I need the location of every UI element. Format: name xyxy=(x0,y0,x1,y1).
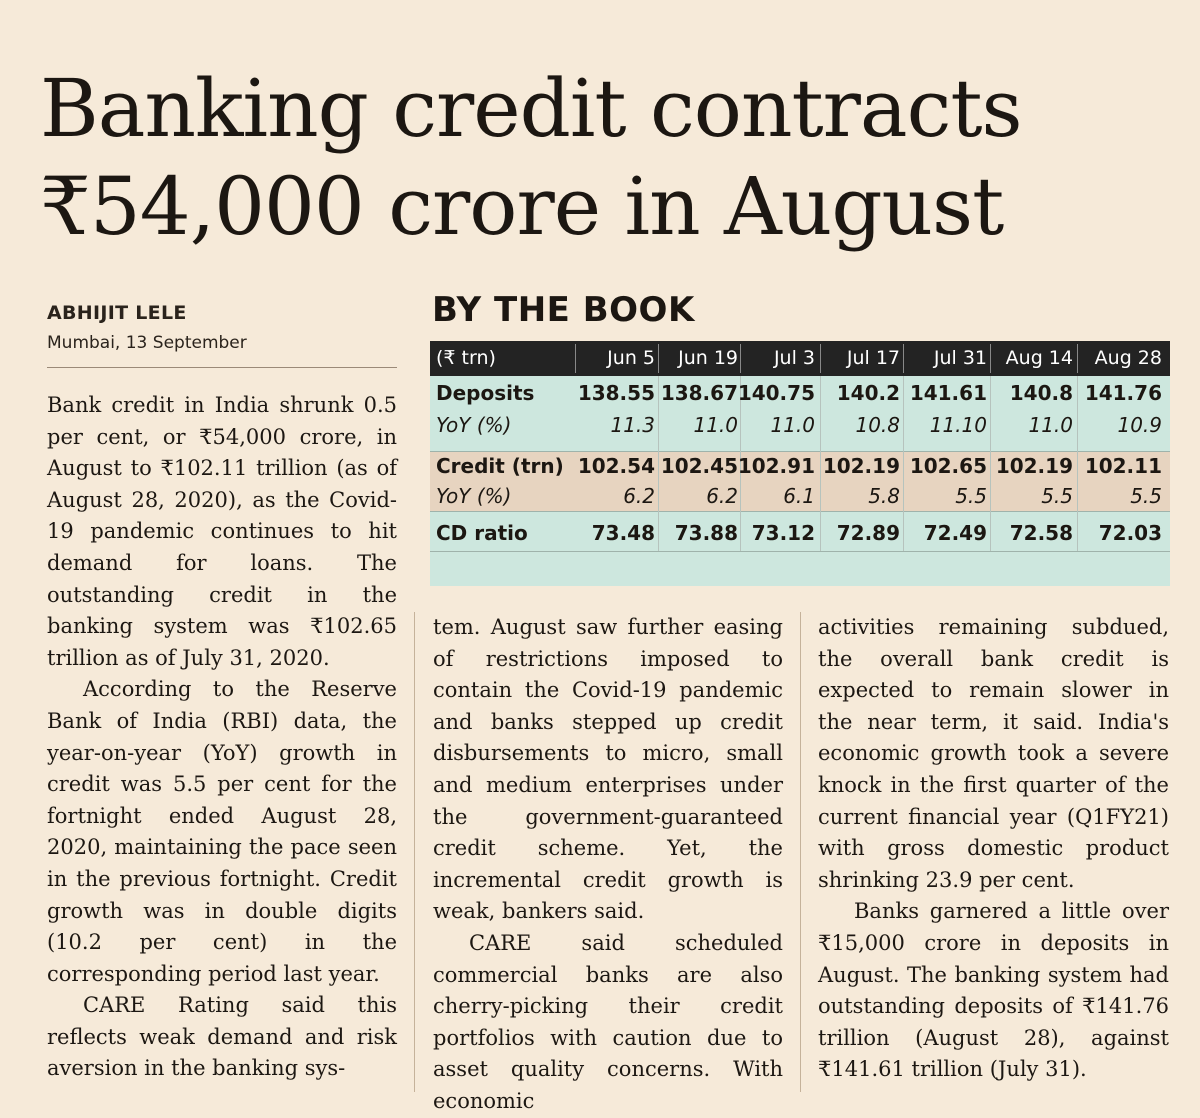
paragraph: tem. August saw further easing of restrictions imposed to contain the Covid-19 pandemic and banks stepped up credit disbursements to micro, small and medium enterprises under the government-guaranteed credit scheme. Yet, the incremental credit growth is weak, bankers said. xyxy=(433,615,783,924)
column-header-date: Jun 19 xyxy=(678,347,738,369)
table-cell: 6.1 xyxy=(783,484,815,508)
paragraph: Bank credit in India shrunk 0.5 per cent, or ₹54,000 crore, in August to ₹102.11 trillion (as of August 28, 2020), as the Covid-19 pandemic continues to hit demand for loans. The outstanding credit in the banking system was ₹102.65 trillion as of July 31, 2020. xyxy=(47,393,397,670)
deposits-yoy-row-label: YoY (%) xyxy=(436,413,512,437)
header-separator xyxy=(990,344,991,373)
table-cell: 102.54 xyxy=(577,454,655,478)
row-divider xyxy=(430,451,1170,452)
table-cell: 72.89 xyxy=(836,521,900,545)
data-table xyxy=(430,341,1170,586)
table-cell: 138.67 xyxy=(660,381,738,405)
table-cell: 140.75 xyxy=(737,381,815,405)
column-header-date: Jul 31 xyxy=(933,347,987,369)
table-cell: 6.2 xyxy=(706,484,738,508)
table-cell: 140.2 xyxy=(836,381,900,405)
column-separator xyxy=(820,376,821,551)
credit-yoy-row-label: YoY (%) xyxy=(436,484,512,508)
article-column-1 xyxy=(47,390,397,1085)
credit-row-label: Credit (trn) xyxy=(436,454,564,478)
table-cell: 11.0 xyxy=(1028,413,1073,437)
header-separator xyxy=(575,344,576,373)
table-cell: 5.5 xyxy=(1041,484,1073,508)
table-cell: 6.2 xyxy=(623,484,655,508)
article-column-2 xyxy=(433,612,783,1118)
column-divider xyxy=(800,612,801,1092)
table-cell: 11.10 xyxy=(929,413,987,437)
table-cell: 102.11 xyxy=(1084,454,1162,478)
table-cell: 102.19 xyxy=(822,454,900,478)
table-cell: 72.58 xyxy=(1009,521,1073,545)
row-divider xyxy=(430,511,1170,512)
column-header-date: Jun 5 xyxy=(607,347,655,369)
table-cell: 102.91 xyxy=(737,454,815,478)
column-header-date: Jul 17 xyxy=(846,347,900,369)
headline-line-1: Banking credit contracts xyxy=(40,62,1022,155)
table-cell: 102.19 xyxy=(995,454,1073,478)
column-header-date: Jul 3 xyxy=(773,347,815,369)
column-separator xyxy=(903,376,904,551)
table-title: BY THE BOOK xyxy=(432,290,695,330)
headline-line-2: ₹54,000 crore in August xyxy=(40,160,1004,253)
table-cell: 11.3 xyxy=(610,413,655,437)
column-separator xyxy=(990,376,991,551)
header-separator xyxy=(740,344,741,373)
column-separator xyxy=(1077,376,1078,551)
table-cell: 11.0 xyxy=(693,413,738,437)
header-separator xyxy=(820,344,821,373)
table-cell: 138.55 xyxy=(577,381,655,405)
column-divider xyxy=(414,612,415,1092)
paragraph: activities remaining subdued, the overall bank credit is expected to remain slower in the near term, it said. India's economic growth took a severe knock in the first quarter of the current financial year (Q1FY21) with gross domestic product shrinking 23.9 per cent. xyxy=(818,615,1169,892)
paragraph: CARE Rating said this reflects weak demand and risk aversion in the banking sys- xyxy=(47,993,397,1081)
row-divider xyxy=(430,551,1170,552)
header-separator xyxy=(658,344,659,373)
headline xyxy=(40,60,1180,256)
table-cell: 72.49 xyxy=(923,521,987,545)
header-separator xyxy=(903,344,904,373)
column-header-date: Aug 14 xyxy=(1005,347,1073,369)
table-cell: 5.5 xyxy=(955,484,987,508)
table-cell: 141.61 xyxy=(909,381,987,405)
table-cell: 11.0 xyxy=(770,413,815,437)
table-cell: 73.12 xyxy=(751,521,815,545)
table-unit-label: (₹ trn) xyxy=(436,347,496,369)
table-cell: 73.48 xyxy=(591,521,655,545)
table-cell: 141.76 xyxy=(1084,381,1162,405)
header-separator xyxy=(1077,344,1078,373)
table-cell: 102.45 xyxy=(660,454,738,478)
table-cell: 102.65 xyxy=(909,454,987,478)
byline-divider xyxy=(47,367,397,368)
deposits-row-label: Deposits xyxy=(436,381,535,405)
table-cell: 5.5 xyxy=(1130,484,1162,508)
table-cell: 140.8 xyxy=(1009,381,1073,405)
paragraph: CARE said scheduled commercial banks are also cherry-picking their credit portfolios with caution due to asset quality concerns. With economic xyxy=(433,930,783,1113)
column-header-date: Aug 28 xyxy=(1094,347,1162,369)
byline: ABHIJIT LELE xyxy=(47,302,187,324)
table-cell: 5.8 xyxy=(868,484,900,508)
cd-ratio-row-label: CD ratio xyxy=(436,521,528,545)
table-cell: 72.03 xyxy=(1098,521,1162,545)
paragraph: According to the Reserve Bank of India (RBI) data, the year-on-year (YoY) growth in credit was 5.5 per cent for the fortnight ended August 28, 2020, maintaining the pace seen in the previous fortnight. Credit growth was in double digits (10.2 per cent) in the corresponding period last year. xyxy=(47,677,397,986)
article-column-3 xyxy=(818,612,1169,1086)
column-separator xyxy=(658,376,659,551)
table-cell: 73.88 xyxy=(674,521,738,545)
table-cell: 10.8 xyxy=(855,413,900,437)
table-cell: 10.9 xyxy=(1117,413,1162,437)
dateline: Mumbai, 13 September xyxy=(47,333,247,353)
paragraph: Banks garnered a little over ₹15,000 crore in deposits in August. The banking system had outstanding deposits of ₹141.76 trillion (August 28), against ₹141.61 trillion (July 31). xyxy=(818,899,1169,1082)
